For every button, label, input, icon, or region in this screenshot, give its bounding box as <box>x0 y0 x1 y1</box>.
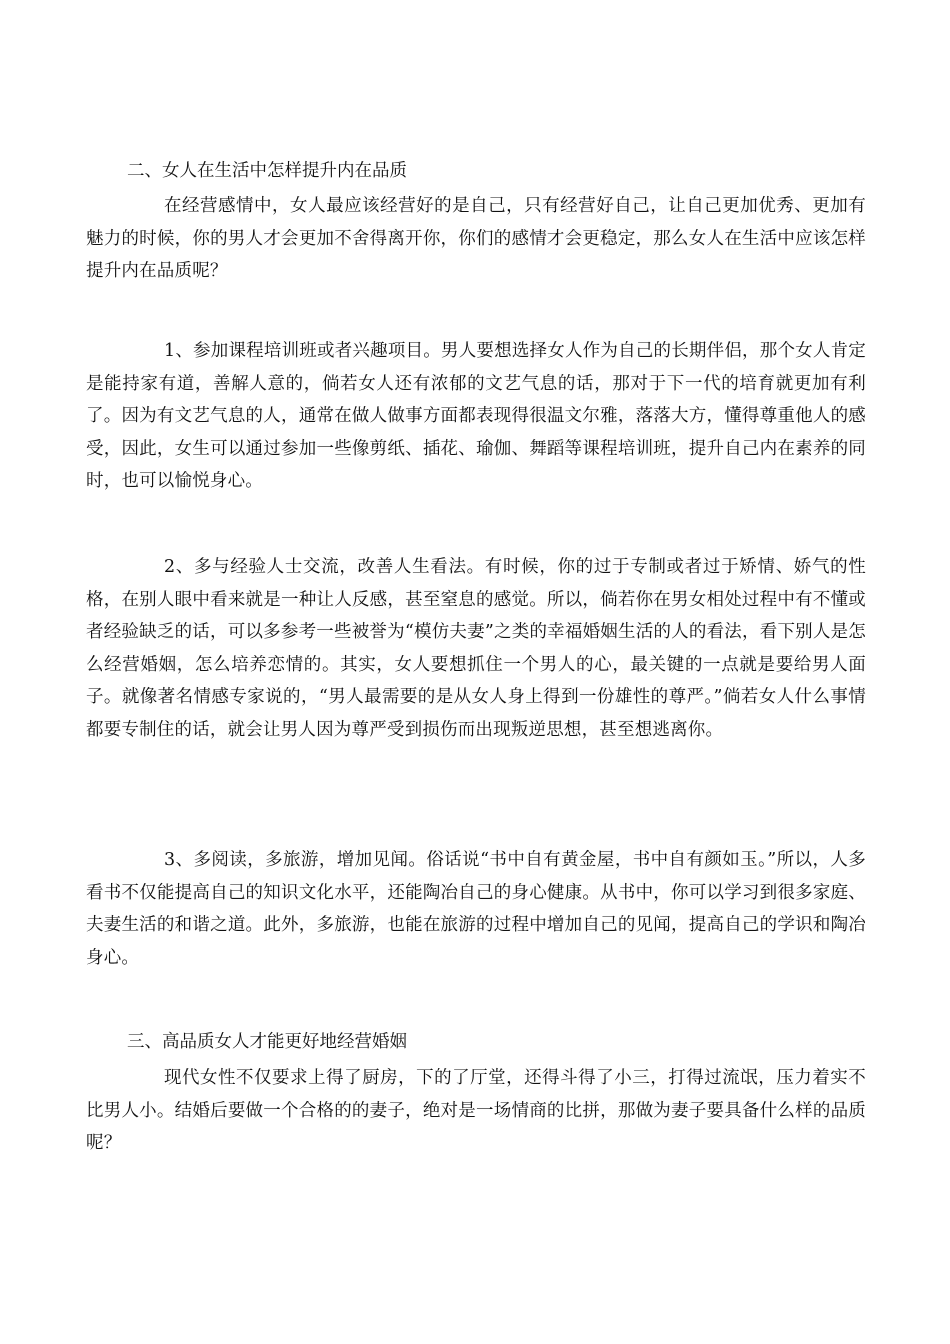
point-2-paragraph: 2、多与经验人士交流，改善人生看法。有时候，你的过于专制或者过于矫情、娇气的性格，在别人眼中看来就是一种让人反感，甚至窒息的感觉。所以，倘若你在男女相处过程中有不懂或者经验缺乏的话，可以多参考一些被誉为“模仿夫妻”之类的幸福婚姻生活的人的看法，看下别人是怎么经营婚姻，怎么培养恋情的。其实，女人要想抓住一个男人的心，最关键的一点就是要给男人面子。就像著名情感专家说的，“男人最需要的是从女人身上得到一份雄性的尊严。”倘若女人什么事情都要专制住的话，就会让男人因为尊严受到损伤而出现叛逆思想，甚至想逃离你。 <box>86 557 866 740</box>
point-1-paragraph: 1、参加课程培训班或者兴趣项目。男人要想选择女人作为自己的长期伴侣，那个女人肯定是能持家有道，善解人意的，倘若女人还有浓郁的文艺气息的话，那对于下一代的培育就更加有利了。因为有文艺气息的人，通常在做人做事方面都表现得很温文尔雅，落落大方，懂得尊重他人的感受，因此，女生可以通过参加一些像剪纸、插花、瑜伽、舞蹈等课程培训班，提升自己内在素养的同时，也可以愉悦身心。 <box>86 341 866 491</box>
section-2-heading: 二、女人在生活中怎样提升内在品质 <box>127 161 407 181</box>
section-3-heading: 三、高品质女人才能更好地经营婚姻 <box>127 1032 407 1052</box>
section-2-intro-paragraph: 在经营感情中，女人最应该经营好的是自己，只有经营好自己，让自己更加优秀、更加有魅力的时候，你的男人才会更加不舍得离开你，你们的感情才会更稳定，那么女人在生活中应该怎样提升内在品质呢？ <box>86 196 866 281</box>
section-3-intro-paragraph: 现代女性不仅要求上得了厨房，下的了厅堂，还得斗得了小三，打得过流氓，压力着实不比男人小。结婚后要做一个合格的的妻子，绝对是一场情商的比拼，那做为妻子要具备什么样的品质呢？ <box>86 1068 866 1153</box>
point-3-paragraph: 3、多阅读，多旅游，增加见闻。俗话说“书中自有黄金屋，书中自有颜如玉。”所以，人多看书不仅能提高自己的知识文化水平，还能陶冶自己的身心健康。从书中，你可以学习到很多家庭、夫妻生活的和谐之道。此外，多旅游，也能在旅游的过程中增加自己的见闻，提高自己的学识和陶冶身心。 <box>86 850 866 968</box>
